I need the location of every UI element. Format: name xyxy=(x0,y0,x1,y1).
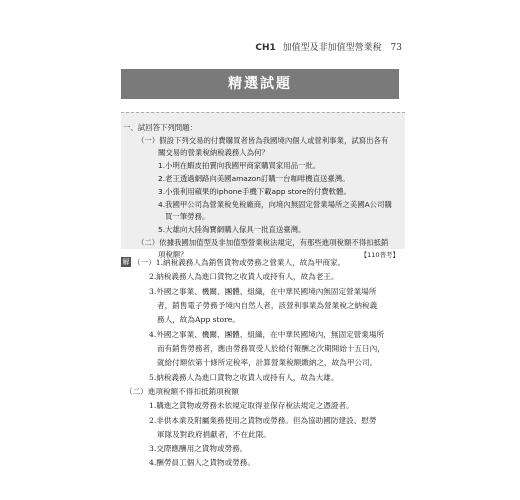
question-box xyxy=(121,112,405,259)
question-item-4: 4.我國甲公司為營業稅免稅廠商，向境內無固定營業場所之美國A公司購 xyxy=(158,200,392,209)
answer-line-12: 2.非供本業及附屬業務使用之貨物或勞務。但為協助國防建設、慰勞 xyxy=(149,416,377,425)
answer-line-7: 而有銷售勞務者，應由勞務買受人於給付報酬之次期開始十五日內， xyxy=(157,344,385,353)
question-item-1: 1.小明在蝦皮拍賣向我國甲商家購買家用品一批。 xyxy=(158,161,321,170)
answer-line-15: 4.酬勞員工個人之貨物或勞務。 xyxy=(149,458,255,467)
answer-line-3: 3.外國之事業、機關、團體、組織，在中華民國境內無固定營業場所 xyxy=(149,287,377,296)
answer-line-9: 5.納稅義務人為進口貨物之收貨人或持有人，故為大雄。 xyxy=(149,373,339,382)
exam-tag: 【110普考】 xyxy=(360,251,399,259)
page-number: 73 xyxy=(390,43,402,53)
answer-mark: 解 xyxy=(122,258,130,266)
answer-line-11: 1.購進之貨物或勞務未依規定取得並保存稅法規定之憑證者。 xyxy=(149,401,354,410)
answer-line-6: 4.外國之事業、機關、團體、組織，在中華民國境內，無固定營業場所 xyxy=(149,330,385,339)
question-2-line-1: （二）依據我國加值型及非加值型營業稅法規定，有那些進項稅額不得扣抵銷 xyxy=(137,238,389,247)
question-1-line-2: 關交易的營業稅納稅義務人為何？ xyxy=(158,148,269,157)
answer-line-8: 就給付額依第十條所定稅率，計算營業稅額繳納之，故為甲公司。 xyxy=(157,358,378,367)
question-item-4-cont: 買一筆勞務。 xyxy=(165,212,210,221)
answer-line-2: 2.納稅義務人為進口貨物之收貨人或持有人，故為老王。 xyxy=(149,272,339,281)
question-2-line-2: 項稅額？ xyxy=(158,250,188,259)
answer-line-5: 務人，故為App store。 xyxy=(157,315,240,324)
question-item-2: 2.老王透過網路向美國amazon訂購一台咖啡機直送臺灣。 xyxy=(158,174,350,183)
question-intro: 一、試回答下列問題： xyxy=(123,123,197,132)
question-item-3: 3.小張利用蘋果的iphone手機下載app store的付費軟體。 xyxy=(158,187,351,196)
question-1-line-1: （一）假設下列交易的付費購買者皆為我國境內個人或營利事業，試寫出各有 xyxy=(137,136,389,145)
chapter-title: 加值型及非加值型營業稅 xyxy=(282,43,382,53)
chapter-number: CH1 xyxy=(255,43,276,53)
answer-line-1: 解 （一）1.納稅義務人為銷售貨物或勞務之營業人，故為甲商家。 xyxy=(122,258,346,267)
answer-line-10: （二）進項稅額不得扣抵銷項稅額 xyxy=(125,387,239,396)
answer-line-14: 3.交際應酬用之貨物或勞務。 xyxy=(149,444,248,453)
section-banner: 精選試題 xyxy=(121,69,399,99)
running-header xyxy=(255,40,402,53)
answer-line-13: 軍隊及對政府捐獻者，不在此限。 xyxy=(157,430,271,439)
question-item-5: 5.大雄向大陸淘寶網購入傢具一批直送臺灣。 xyxy=(158,225,306,234)
answer-line-4: 者，銷售電子勞務予境內自然人者，該營利事業為營業稅之納稅義 xyxy=(157,301,378,310)
